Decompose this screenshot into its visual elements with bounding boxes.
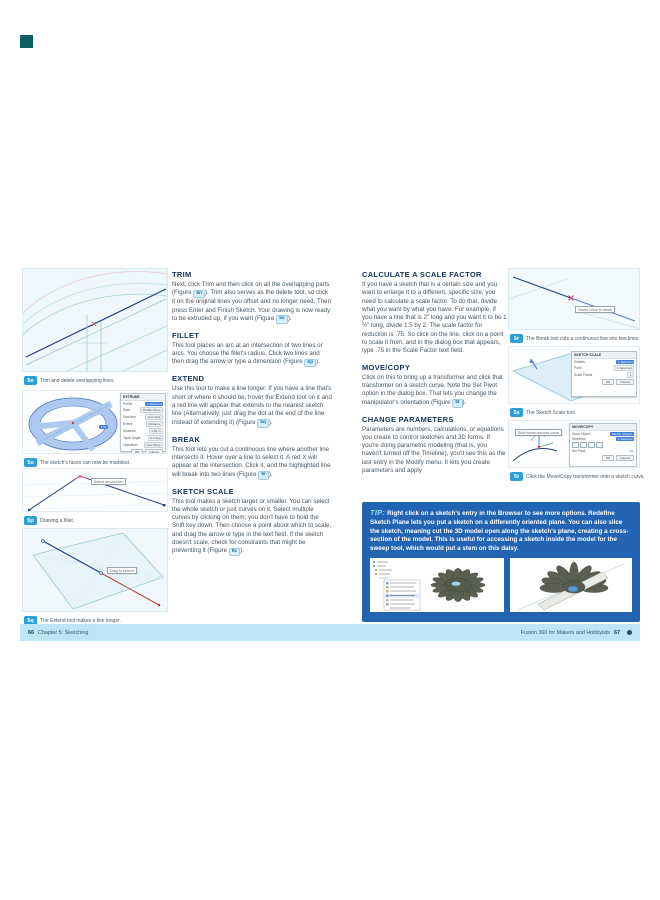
daisy-model-image	[370, 558, 504, 612]
body-text: ).	[316, 358, 320, 366]
section-body-break	[172, 446, 332, 480]
body-text: ).	[268, 418, 273, 426]
figure-caption	[24, 376, 115, 385]
translate-icon[interactable]	[572, 442, 579, 449]
figure-caption	[24, 516, 74, 525]
point-to-point-icon[interactable]	[588, 442, 595, 449]
dialog-row-value: One Side	[145, 414, 163, 420]
body-text: This tool places an arc at an intersection of two lines or arcs. You choose the fillet's radius. Click two lines and then drag the arrow or type a dimension (Figure	[172, 341, 323, 366]
dialog-title: SKETCH SCALE	[572, 352, 636, 359]
figure-ref-badge: 5o	[276, 315, 288, 324]
ok-button[interactable]: OK	[602, 379, 614, 385]
dialog-row-label: Direction	[123, 414, 137, 419]
figure-caption	[510, 334, 640, 343]
section-body-move-copy	[362, 374, 507, 408]
tip-label: TIP:	[370, 508, 386, 517]
dialog-row-label: Taper Angle	[123, 435, 141, 440]
figure-trim-sketch	[22, 268, 168, 372]
footer-band	[20, 624, 640, 641]
body-text: ).	[240, 547, 244, 555]
figure-label-badge: 5r	[510, 334, 523, 343]
dialog-title: MOVE/COPY	[570, 424, 636, 431]
dialog-row-label: Point	[574, 365, 582, 370]
body-text: ). Trim also serves as the delete tool, so click it on the original lines you offset and no longer need. Then press Enter and Finish Sketch. Your drawing is now ready to be extruded up, if you want (Figure	[172, 289, 332, 322]
footer-right	[521, 630, 632, 636]
figure-extend	[22, 528, 168, 612]
section-heading-scale-factor: CALCULATE A SCALE FACTOR	[362, 270, 482, 279]
dialog-row-label: Profile	[123, 401, 133, 406]
ok-button[interactable]: OK	[131, 449, 143, 454]
section-body-trim	[172, 281, 332, 324]
figure-sketch-faces	[22, 390, 168, 454]
body-text: ).	[462, 398, 467, 406]
chapter-corner-tab	[20, 35, 33, 48]
cancel-button[interactable]: Cancel	[616, 379, 634, 385]
figure-caption	[510, 472, 645, 481]
extend-tooltip: Drag to extend	[107, 567, 137, 574]
footer-left	[28, 630, 88, 636]
figure-caption-text: Drawing a fillet.	[40, 517, 75, 524]
footer-book-title: Fusion 360 for Makers and Hobbyists	[520, 629, 610, 636]
left-text-column	[172, 270, 332, 563]
dialog-row-value: 1 Selected	[614, 365, 634, 371]
footer-right-page-number: 67	[614, 629, 620, 636]
footer-logo-icon	[627, 630, 632, 635]
dialog-row-value: 1 Selected	[146, 401, 162, 406]
figure-ref-badge: 5q	[257, 419, 269, 428]
figure-label-badge: 5p	[24, 516, 37, 525]
distance-value-chip: 1.50	[100, 425, 107, 429]
body-text: Click on this to bring up a transformer and click that transformer on a sketch curve. Note the Set Pivot option in the dialog box. That lets you change the manipulator's orientation (Figure	[362, 373, 503, 406]
trim-sketch-drawing	[23, 269, 168, 372]
figure-ref-badge: 5p	[304, 359, 316, 368]
cancel-button[interactable]: Cancel	[616, 455, 634, 461]
section-heading-change-parameters: CHANGE PARAMETERS	[362, 414, 454, 424]
rotate-icon[interactable]	[580, 442, 587, 449]
figure-ref-badge: 5r	[258, 471, 269, 480]
body-text: Next, click Trim and then click on all the overlapping parts (Figure	[172, 281, 330, 297]
section-body-extend	[172, 385, 332, 427]
move-copy-dialog	[569, 423, 637, 467]
dialog-row-label: Scale Factor	[574, 372, 593, 377]
tip-box	[362, 502, 640, 622]
extrude-dialog	[120, 393, 166, 452]
section-heading-fillet: FILLET	[172, 330, 200, 340]
move-copy-tooltip: Shift+select second curve	[515, 429, 562, 436]
figure-caption-text: The Break tool cuts a continuous line into two lines.	[526, 335, 640, 342]
figure-move-copy	[508, 420, 640, 468]
figure-caption-text: The sketch's faces can now be modeled.	[40, 459, 131, 466]
daisy-sliced-render	[510, 558, 632, 612]
dialog-row-value: 1 Selected	[617, 359, 633, 364]
figure-caption-text: The Sketch Scale tool.	[526, 409, 577, 416]
dialog-title: EXTRUDE	[121, 394, 165, 401]
figure-caption	[510, 408, 576, 417]
section-body-scale-factor	[362, 281, 507, 356]
daisy-render	[370, 558, 504, 612]
dialog-row-label: Distance	[123, 428, 136, 433]
fillet-sketch-drawing	[23, 469, 168, 512]
section-heading-sketch-scale: SKETCH SCALE	[172, 486, 234, 496]
body-text: If you have a sketch that is a certain size and you want to enlarge it to a different, specific size, you need to calculate a scale factor. To do that, divide what you want by what you have. For example, if you have a line that is 2" long and you want it to be 1 ½" long, divide 1.5 by 2. The scale factor for reduction is .75. So click on the line, click on a point to scale it from, and in the dialog box that appears, type .75 in the Scale Factor text field.	[362, 281, 507, 355]
body-text: Use this tool to make a line longer. If you have a line that's short of where it should be, hover the Extend tool on it and a red line will appear that extends to the nearest sketch line (Alternatively, just drag the dot at the end of the line instead of extending it) (Figure	[172, 385, 332, 426]
move-type-icons	[570, 441, 636, 449]
ok-button[interactable]: OK	[602, 455, 614, 461]
dialog-row-value: 0.0 deg	[148, 435, 163, 441]
tip-body-text: Right click on a sketch's entry in the Browser to see more options. Redefine Sketch Plane lets you put a sketch on a differently oriented plane. You can also slice the sketch, meaning cut the 3D model open along the sketch's plane, creating a cross-section of the model. This is useful for accessing a sketch inside the model for the sweep tool, which would put a stem on this daisy.	[370, 510, 629, 553]
body-text: This tool lets you cut a continuous line where another line intersects it. Hover over a line to select it. A red X will appear at the intersection. Click it, and the highlighted line will break into two lines (Figure	[172, 445, 331, 478]
dialog-row-value: 1.50 in	[149, 428, 163, 434]
tip-images	[370, 558, 632, 612]
dialog-row-label: Selection	[572, 436, 586, 441]
point-to-position-icon[interactable]	[596, 442, 603, 449]
figure-caption-text: Click the Move/Copy transformer onto a sketch curve.	[526, 473, 645, 480]
section-heading-extend: EXTEND	[172, 374, 205, 384]
daisy-sliced-image	[510, 558, 632, 612]
dialog-row-value	[629, 450, 634, 452]
dialog-row-label: Move Object	[572, 431, 591, 436]
dialog-row-value: Profile Plane	[140, 407, 163, 413]
footer-chapter-title: Chapter 5: Sketching	[38, 629, 89, 636]
dialog-row-value: Distance	[146, 421, 163, 427]
break-tooltip: Select curve to break	[575, 306, 615, 313]
body-text: ).	[268, 470, 273, 478]
section-body-change-parameters	[362, 426, 507, 476]
dialog-row-label: Operation	[123, 442, 138, 447]
extend-sketch-drawing	[23, 529, 168, 612]
figure-sketch-scale	[508, 346, 640, 404]
section-heading-break: BREAK	[172, 434, 201, 444]
body-text: ).	[287, 314, 292, 322]
body-text: Parameters are numbers, calculations, or equations you create to control sketches and 3D forms. If you're doing parametric modeling (that is, you haven't turned off the Timeline), you'll see this as the last entry in the Modify menu. It lets you create parameters and apply	[362, 425, 506, 475]
figure-label-badge: 5t	[510, 472, 523, 481]
figure-label-badge: 5n	[24, 376, 37, 385]
figure-ref-badge: 5n	[193, 290, 205, 299]
tip-text	[370, 508, 632, 554]
dialog-row-label: Set Pivot	[572, 449, 586, 453]
dialog-row-value: 1 Selected	[617, 436, 633, 441]
figure-ref-badge: 5t	[452, 399, 462, 408]
figure-fillet	[22, 468, 168, 512]
right-text-column	[362, 270, 507, 482]
body-text: This tool makes a sketch larger or smaller. You can select the whole sketch or just curves on it. Select multiple curves by clicking on them; you don't have to hold the Shift key down. Then choose a point about which to scale, and drag the arrow or type in the text field. If the sketch doesn't scale, check for constraints that might be preventing it (Figure	[172, 497, 332, 555]
figure-ref-badge: 5s	[229, 548, 240, 557]
cancel-button[interactable]: Cancel	[145, 449, 163, 454]
figure-label-badge: 5q	[24, 616, 37, 625]
section-body-sketch-scale	[172, 498, 332, 557]
figure-caption-text: The Extend tool makes a line longer.	[40, 617, 121, 624]
section-heading-move-copy: MOVE/COPY	[362, 362, 411, 372]
dialog-row-label: Extent	[123, 421, 133, 426]
figure-label-badge: 5s	[510, 408, 523, 417]
fillet-tooltip: Select second line	[91, 478, 126, 485]
sketch-scale-dialog	[571, 351, 637, 397]
section-heading-trim: TRIM	[172, 270, 192, 279]
dialog-row-value: Sketch Objects	[611, 431, 633, 436]
section-body-fillet	[172, 342, 332, 368]
footer-left-page-number: 66	[28, 629, 34, 636]
dialog-row-label: Start	[123, 407, 130, 412]
figure-label-badge: 5o	[24, 458, 37, 467]
figure-break	[508, 268, 640, 330]
dialog-row-value: 1	[627, 372, 634, 378]
figure-caption	[24, 458, 130, 467]
dialog-row-label: Entities	[574, 359, 585, 364]
break-sketch-drawing	[509, 269, 640, 330]
figure-caption-text: Trim and delete overlapping lines.	[40, 377, 115, 384]
dialog-row-value: New Body	[144, 442, 163, 448]
